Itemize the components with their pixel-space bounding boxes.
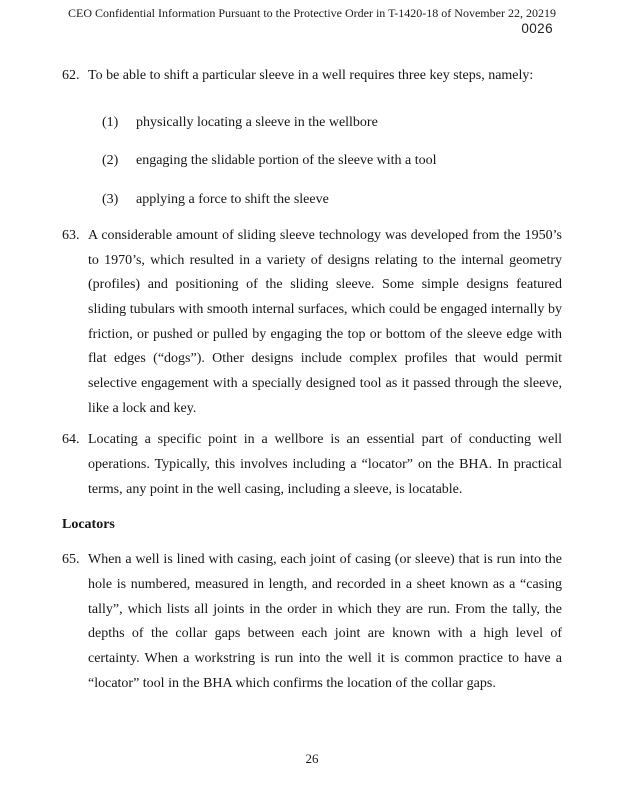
document-body: [62, 64, 562, 696]
list-item-2-marker: (2): [102, 153, 119, 169]
paragraph-64-text: Locating a specific point in a wellbore is an essential part of conducting well operations. Typically, this involves including a “locator” on the BHA. In practical terms, any point in the well casing, including a sleeve, is locatable.: [88, 432, 562, 497]
paragraph-64-number: 64.: [62, 432, 80, 448]
paragraph-63-text: A considerable amount of sliding sleeve technology was developed from the 1950’s to 1970’s, which resulted in a variety of designs relating to the internal geometry (profiles) and positioning of the sliding sleeve. Some simple designs featured sliding tubulars with smooth internal surfaces, which could be engaged internally by friction, or pushed or pulled by engaging the top or bottom of the sleeve edge with flat edges (“dogs”). Other designs include complex profiles that would permit selective engagement with a specially designed tool as it passed through the sleeve, like a lock and key.: [88, 227, 562, 416]
page-footer: [0, 751, 624, 767]
paragraph-65-text: When a well is lined with casing, each joint of casing (or sleeve) that is run into the hole is numbered, measured in length, and recorded in a sheet known as a “casing tally”, which lists all joints in the order in which they are run. From the tally, the depths of the collar gaps between each joint are known with a high level of certainty. When a workstring is run into the well it is common practice to have a “locator” tool in the BHA which confirms the location of the collar gaps.: [88, 552, 562, 691]
paragraph-65-number: 65.: [62, 552, 80, 568]
paragraph-62: [62, 64, 562, 89]
paragraph-62-number: 62.: [62, 68, 80, 83]
paragraph-62-text: To be able to shift a particular sleeve in a well requires three key steps, namely:: [88, 68, 534, 83]
list-item-3-text: applying a force to shift the sleeve: [136, 192, 329, 208]
page-number: 26: [305, 751, 319, 766]
list-item-3-marker: (3): [102, 192, 119, 208]
paragraph-63-number: 63.: [62, 227, 80, 243]
list-item-2: [102, 149, 562, 174]
paragraph-63: [62, 224, 562, 422]
list-item-2-text: engaging the slidable portion of the sleeve with a tool: [136, 153, 437, 169]
bates-number: 0026: [521, 21, 553, 36]
list-item-1-marker: (1): [102, 114, 119, 130]
list-item-3: [102, 188, 562, 213]
confidentiality-notice: CEO Confidential Information Pursuant to the Protective Order in T-1420-18 of November 22, 20219: [68, 6, 556, 20]
paragraph-65: [62, 548, 562, 696]
section-heading-locators: Locators: [62, 516, 115, 532]
list-item-1: [102, 111, 562, 136]
list-item-1-text: physically locating a sleeve in the wellbore: [136, 114, 378, 130]
paragraph-64: [62, 428, 562, 502]
